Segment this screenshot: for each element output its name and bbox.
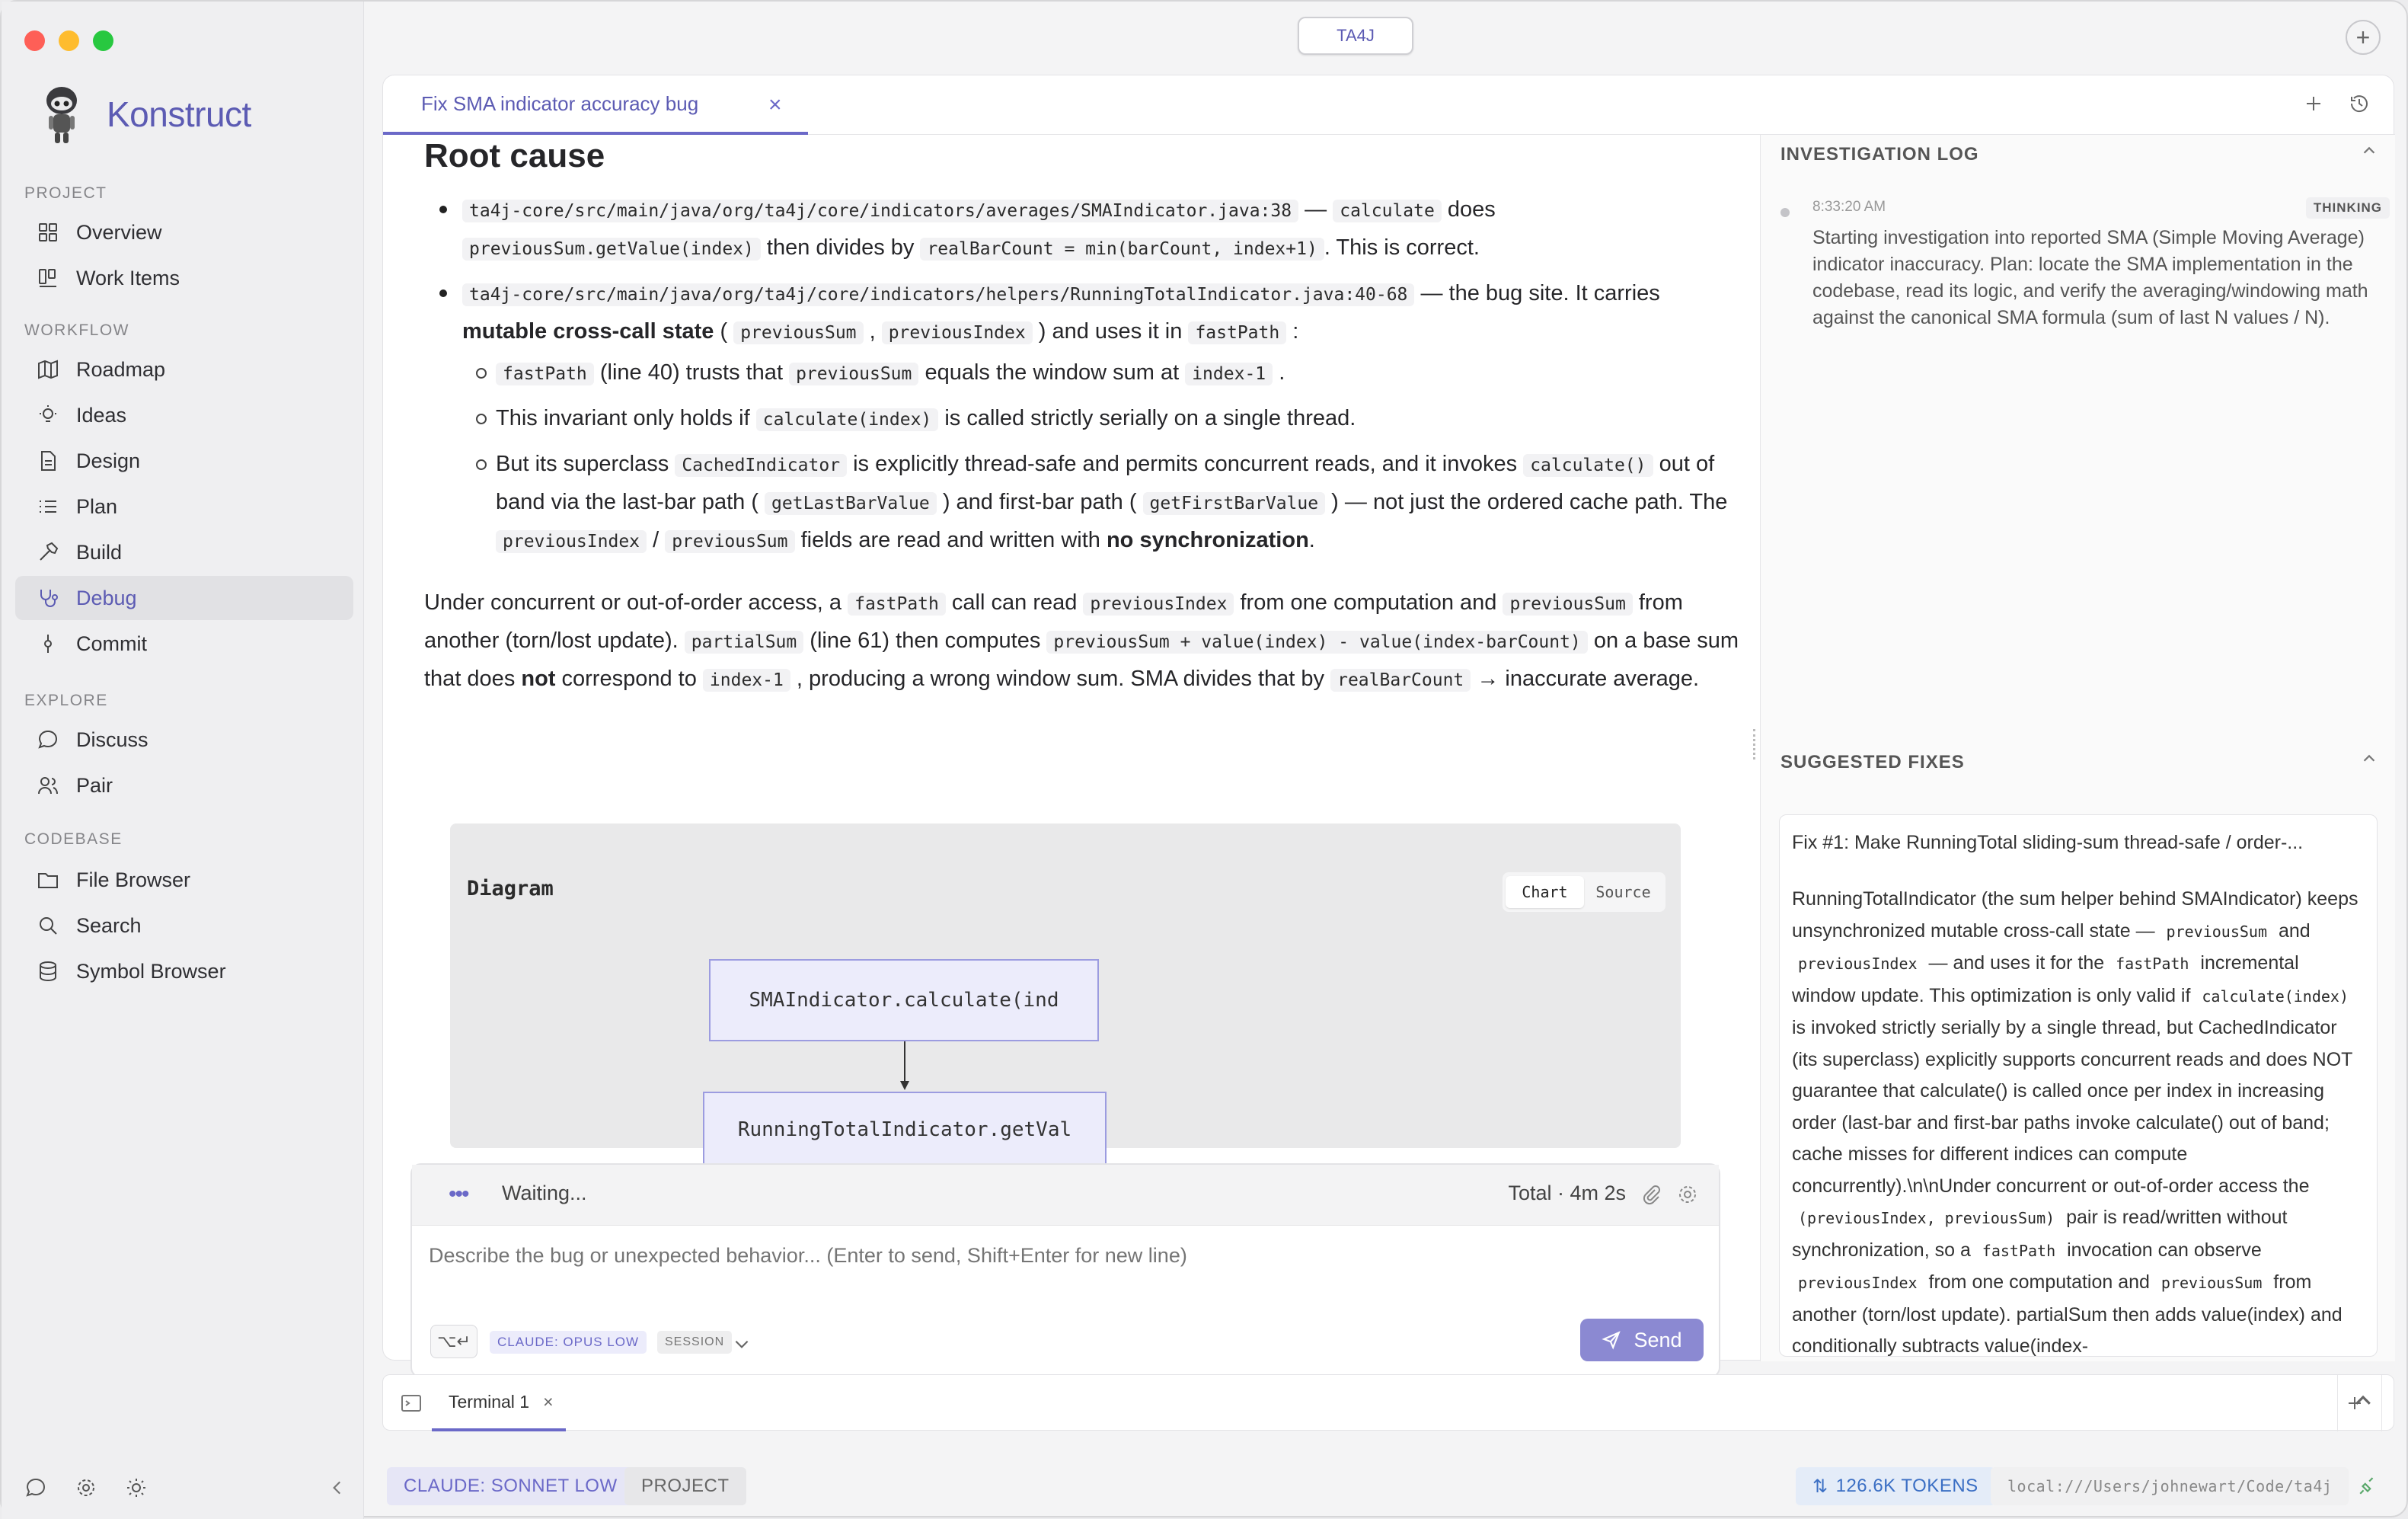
feedback-chat-icon[interactable] xyxy=(24,1476,47,1499)
bold-text: not xyxy=(521,667,556,691)
sidebar-item-label: Debug xyxy=(76,586,137,609)
text: → inaccurate average. xyxy=(1471,667,1700,691)
token-count-text: 126.6K TOKENS xyxy=(1835,1476,1978,1496)
kanban-icon xyxy=(37,267,59,289)
inline-code: previousIndex xyxy=(1083,593,1234,616)
sidebar-item-pair[interactable] xyxy=(15,763,353,807)
send-label: Send xyxy=(1634,1328,1682,1351)
text: from one computation and xyxy=(1923,1271,2155,1293)
sidebar-footer xyxy=(24,1476,148,1499)
users-icon xyxy=(37,774,59,797)
sidebar-item-plan[interactable] xyxy=(15,484,353,529)
panel-resize-handle[interactable] xyxy=(1753,729,1756,760)
composer-settings-gear-icon[interactable] xyxy=(1676,1183,1699,1206)
text: from another (torn/lost update). xyxy=(424,590,1683,653)
inline-code: ta4j-core/src/main/java/org/ta4j/core/indicators/averages/SMAIndicator.java:38 xyxy=(462,200,1298,222)
text: ) and uses it in xyxy=(1032,319,1189,344)
terminal-tab[interactable] xyxy=(432,1375,566,1431)
commit-icon xyxy=(37,632,59,655)
diagram-title: Diagram xyxy=(467,877,554,900)
investigation-log-header[interactable] xyxy=(1761,135,2396,174)
text: — xyxy=(1298,197,1333,222)
section-label-codebase: CODEBASE xyxy=(24,830,123,848)
stethoscope-icon xyxy=(37,587,59,609)
inline-code: realBarCount = min(barCount, index+1) xyxy=(920,238,1324,261)
source-view-tab[interactable]: Source xyxy=(1595,883,1651,901)
lightbulb-icon xyxy=(37,404,59,427)
inline-code: previousSum xyxy=(665,530,794,553)
grid-icon xyxy=(37,221,59,244)
inline-code: previousSum + value(index) - value(index-barCount) xyxy=(1046,631,1587,654)
text: does xyxy=(1441,197,1496,222)
inline-code: previousSum xyxy=(2166,922,2267,941)
app-name: Konstruct xyxy=(107,94,251,134)
right-panel xyxy=(1760,135,2395,1361)
thinking-badge: THINKING xyxy=(2306,197,2390,219)
sidebar-item-label: Design xyxy=(76,449,141,472)
terminal-close-icon[interactable]: × xyxy=(543,1391,554,1412)
theme-sun-icon[interactable] xyxy=(125,1476,148,1499)
text: pair is read/written without synchronization, so a xyxy=(1792,1207,2288,1261)
explanation-paragraph xyxy=(424,584,1749,699)
inline-code: fastPath xyxy=(2116,955,2189,973)
fix-body xyxy=(1792,884,2365,1363)
inline-code: getFirstBarValue xyxy=(1143,492,1326,515)
sidebar-item-debug[interactable] xyxy=(15,576,353,620)
scope-chip[interactable]: SESSION xyxy=(657,1331,732,1354)
text: out of band via the last-bar path ( xyxy=(496,452,1715,514)
send-plane-icon xyxy=(1602,1330,1621,1350)
text: is explicitly thread-safe and permits concurrent reads, and it invokes xyxy=(847,452,1524,476)
fix-card[interactable] xyxy=(1779,814,2378,1357)
inline-code: previousIndex xyxy=(882,321,1033,344)
tab-bar xyxy=(383,75,2395,135)
inline-code: index-1 xyxy=(1185,363,1273,385)
section-title: INVESTIGATION LOG xyxy=(1780,144,1979,165)
text: , xyxy=(863,319,882,344)
workspace-path: local:///Users/johnewart/Code/ta4j xyxy=(1991,1467,2349,1505)
document-icon xyxy=(37,449,59,472)
list-item xyxy=(424,275,1749,560)
text: then divides by xyxy=(760,235,921,260)
attach-paperclip-icon[interactable] xyxy=(1640,1183,1662,1206)
collapse-sidebar-chevron-icon[interactable] xyxy=(327,1478,347,1498)
bold-text: no synchronization xyxy=(1106,528,1309,552)
text: . This is correct. xyxy=(1324,235,1480,260)
text: (line 40) trusts that xyxy=(593,360,790,385)
text: — the bug site. It carries xyxy=(1414,281,1660,305)
sidebar-item-label: Search xyxy=(76,913,142,937)
diagram-node-running-total: RunningTotalIndicator.getVal xyxy=(703,1092,1107,1168)
text: This invariant only holds if xyxy=(496,406,756,430)
text: . xyxy=(1308,528,1315,552)
text: — and uses it for the xyxy=(1923,952,2110,974)
project-selector[interactable]: TA4J xyxy=(1298,17,1413,55)
section-heading: Root cause xyxy=(424,137,605,174)
bold-text: mutable cross-call state xyxy=(462,319,714,344)
search-icon xyxy=(37,914,59,937)
inline-code: index-1 xyxy=(703,669,790,692)
inline-code: calculate xyxy=(1333,200,1442,222)
expand-terminal-chevron-up-icon[interactable] xyxy=(2352,1389,2374,1412)
sidebar-item-commit[interactable] xyxy=(15,622,353,666)
inline-code: fastPath xyxy=(1188,321,1286,344)
divider xyxy=(2337,1375,2338,1431)
database-icon xyxy=(37,960,59,983)
text: from one computation and xyxy=(1234,590,1503,615)
root-cause-doc xyxy=(424,135,1749,699)
text: RunningTotalIndicator (the sum helper behind SMAIndicator) keeps unsynchronized mutable cross-call state — xyxy=(1792,888,2358,942)
new-window-plus-icon[interactable]: + xyxy=(2346,20,2381,55)
text: , producing a wrong window sum. SMA divides that by xyxy=(790,667,1331,691)
composer-status-bar xyxy=(412,1165,1719,1226)
text: : xyxy=(1286,319,1299,344)
sidebar-item-label: Overview xyxy=(76,220,162,244)
inline-code: CachedIndicator xyxy=(675,454,847,477)
inline-code: previousIndex xyxy=(496,530,647,553)
sidebar-item-search[interactable] xyxy=(15,903,353,948)
scope-chip[interactable]: PROJECT xyxy=(624,1467,746,1505)
window-controls xyxy=(24,30,113,51)
tab-label: Fix SMA indicator accuracy bug xyxy=(421,91,699,115)
minimize-window-button[interactable] xyxy=(59,30,79,51)
sidebar-item-label: Commit xyxy=(76,632,147,655)
sidebar-item-label: Discuss xyxy=(76,728,149,751)
terminal-panel xyxy=(382,1374,2394,1431)
text: / xyxy=(647,528,666,552)
inline-code: previousSum xyxy=(733,321,863,344)
diagram-panel xyxy=(450,823,1681,1148)
inline-code: previousIndex xyxy=(1798,1274,1918,1292)
token-count xyxy=(1796,1467,1995,1505)
diagram-node-sma-calculate: SMAIndicator.calculate(ind xyxy=(709,959,1099,1041)
sidebar xyxy=(2,2,364,1519)
text: Under concurrent or out-of-order access, a xyxy=(424,590,848,615)
sidebar-item-ideas[interactable] xyxy=(15,393,353,437)
sidebar-item-discuss[interactable] xyxy=(15,718,353,762)
inline-code: fastPath xyxy=(1982,1241,2056,1260)
inline-code: calculate(index) xyxy=(2202,987,2349,1006)
text: ) and first-bar path ( xyxy=(936,490,1143,514)
sidebar-item-symbol-browser[interactable] xyxy=(15,949,353,993)
new-tab-plus-icon[interactable] xyxy=(2301,91,2327,117)
sidebar-item-label: Roadmap xyxy=(76,357,166,381)
text: fields are read and written with xyxy=(794,528,1107,552)
text: But its superclass xyxy=(496,452,675,476)
log-timestamp: 8:33:20 AM xyxy=(1812,199,1886,215)
sidebar-item-overview[interactable] xyxy=(15,210,353,254)
terminal-icon xyxy=(400,1392,423,1415)
text: (line 61) then computes xyxy=(803,628,1047,653)
divider xyxy=(2381,1375,2382,1431)
send-button[interactable] xyxy=(1580,1319,1704,1361)
section-label-project: PROJECT xyxy=(24,184,107,202)
sidebar-item-label: File Browser xyxy=(76,868,191,891)
list-item xyxy=(462,400,1749,438)
bullet-list xyxy=(424,191,1749,560)
text: . xyxy=(1273,360,1285,385)
sidebar-item-label: Work Items xyxy=(76,266,180,289)
sidebar-item-file-browser[interactable] xyxy=(15,858,353,902)
inline-code: fastPath xyxy=(848,593,946,616)
section-label-explore: EXPLORE xyxy=(24,692,108,709)
text: incremental window update. This optimization is only valid if xyxy=(1792,952,2299,1006)
settings-gear-icon[interactable] xyxy=(75,1476,97,1499)
diagram-arrow xyxy=(899,1041,910,1092)
chat-icon xyxy=(37,728,59,751)
newline-shortcut-toggle[interactable]: ⌥↵ xyxy=(430,1325,477,1358)
text: and xyxy=(2273,919,2311,942)
diagram-view-toggle xyxy=(1503,872,1665,912)
log-dot xyxy=(1780,208,1790,217)
folder-icon xyxy=(37,868,59,891)
list-icon xyxy=(37,495,59,518)
inline-code: partialSum xyxy=(685,631,803,654)
sidebar-item-label: Plan xyxy=(76,494,118,518)
sidebar-item-label: Build xyxy=(76,540,123,564)
tab-actions xyxy=(2301,91,2372,117)
list-item xyxy=(462,354,1749,392)
brand xyxy=(38,84,251,145)
text: on a base sum that does xyxy=(424,628,1739,691)
inline-code: previousSum.getValue(index) xyxy=(462,238,761,261)
agent-status: Waiting... xyxy=(502,1182,587,1204)
sidebar-item-label: Symbol Browser xyxy=(76,959,226,983)
close-window-button[interactable] xyxy=(24,30,45,51)
hammer-icon xyxy=(37,541,59,564)
sub-list xyxy=(462,354,1749,560)
tab-fix-sma[interactable] xyxy=(383,75,808,135)
robot-logo-icon xyxy=(38,84,85,145)
terminal-tab-label: Terminal 1 xyxy=(449,1391,530,1412)
arrows-updown-icon: ⇅ xyxy=(1812,1476,1828,1497)
text: is called strictly serially on a single thread. xyxy=(938,406,1356,430)
inline-code: realBarCount xyxy=(1330,669,1471,692)
fix-title: Fix #1: Make RunningTotal sliding-sum thread-safe / order-... xyxy=(1792,832,2304,853)
sidebar-item-design[interactable] xyxy=(15,439,353,483)
text: equals the window sum at xyxy=(918,360,1186,385)
sidebar-item-label: Ideas xyxy=(76,403,127,427)
section-title: SUGGESTED FIXES xyxy=(1780,752,1965,772)
text: from another (torn/lost update). partialSum then adds value(index) and conditionally subtracts value(index- xyxy=(1792,1271,2343,1357)
inline-code: previousIndex xyxy=(1798,955,1918,973)
text: is invoked strictly serially by a single thread, but CachedIndicator (its superclass) explicitly supports concurrent reads and does NOT guarantee that calculate() is called once per index in increasing order (last-bar and first-bar paths invoke calculate() out of band; cache misses for different indices can compute concurrently).\n\nUnder concurrent or out-of-order access the xyxy=(1792,1017,2352,1197)
chevron-down-icon[interactable] xyxy=(732,1334,752,1354)
log-text: Starting investigation into reported SMA (Simple Moving Average) indicator inaccuracy. Plan: locate the SMA implementation in the codebase, read its logic, and verify the averaging/windowing math against the canonical SMA formula (sum of last N values / N). xyxy=(1812,227,2368,328)
chart-view-tab[interactable]: Chart xyxy=(1506,876,1584,908)
sidebar-item-label: Pair xyxy=(76,773,113,797)
inline-code: ta4j-core/src/main/java/org/ta4j/core/indicators/helpers/RunningTotalIndicator.java:40-68 xyxy=(462,283,1414,306)
text: ( xyxy=(714,319,734,344)
connection-plug-icon[interactable] xyxy=(2358,1476,2378,1496)
history-icon[interactable] xyxy=(2346,91,2372,117)
sidebar-item-build[interactable] xyxy=(15,530,353,574)
inline-code: getLastBarValue xyxy=(765,492,937,515)
text: invocation can observe xyxy=(2061,1239,2262,1261)
tab-close-icon[interactable]: × xyxy=(768,92,782,117)
suggested-fixes-header[interactable] xyxy=(1761,743,2396,782)
inline-code: previousSum xyxy=(789,363,918,385)
inline-code: previousSum xyxy=(1503,593,1632,616)
zoom-window-button[interactable] xyxy=(93,30,113,51)
bug-composer xyxy=(410,1163,1720,1378)
section-label-workflow: WORKFLOW xyxy=(24,321,129,339)
active-model-chip[interactable]: CLAUDE: SONNET LOW xyxy=(387,1467,634,1505)
text: call can read xyxy=(945,590,1084,615)
status-bar xyxy=(382,1467,2394,1505)
map-icon xyxy=(37,358,59,381)
list-item xyxy=(462,446,1749,560)
main-panel xyxy=(382,75,2394,1361)
inline-code: calculate(index) xyxy=(756,408,939,431)
inline-code: calculate() xyxy=(1523,454,1653,477)
list-item xyxy=(424,191,1749,267)
sidebar-item-work-items[interactable] xyxy=(15,256,353,300)
chevron-up-icon[interactable] xyxy=(2361,142,2378,159)
debug-content xyxy=(383,135,1758,1361)
inline-code: fastPath xyxy=(496,363,594,385)
bug-description-input[interactable] xyxy=(429,1244,1647,1268)
sidebar-item-roadmap[interactable] xyxy=(15,347,353,392)
model-chip[interactable]: CLAUDE: OPUS LOW xyxy=(490,1331,647,1354)
inline-code: (previousIndex, previousSum) xyxy=(1798,1209,2055,1227)
chevron-up-icon[interactable] xyxy=(2361,750,2378,767)
elapsed-total: Total · 4m 2s xyxy=(1508,1182,1626,1204)
text: ) — not just the ordered cache path. The xyxy=(1325,490,1728,514)
text: correspond to xyxy=(555,667,703,691)
more-options-icon[interactable]: ••• xyxy=(449,1182,468,1207)
inline-code: previousSum xyxy=(2160,1274,2263,1292)
